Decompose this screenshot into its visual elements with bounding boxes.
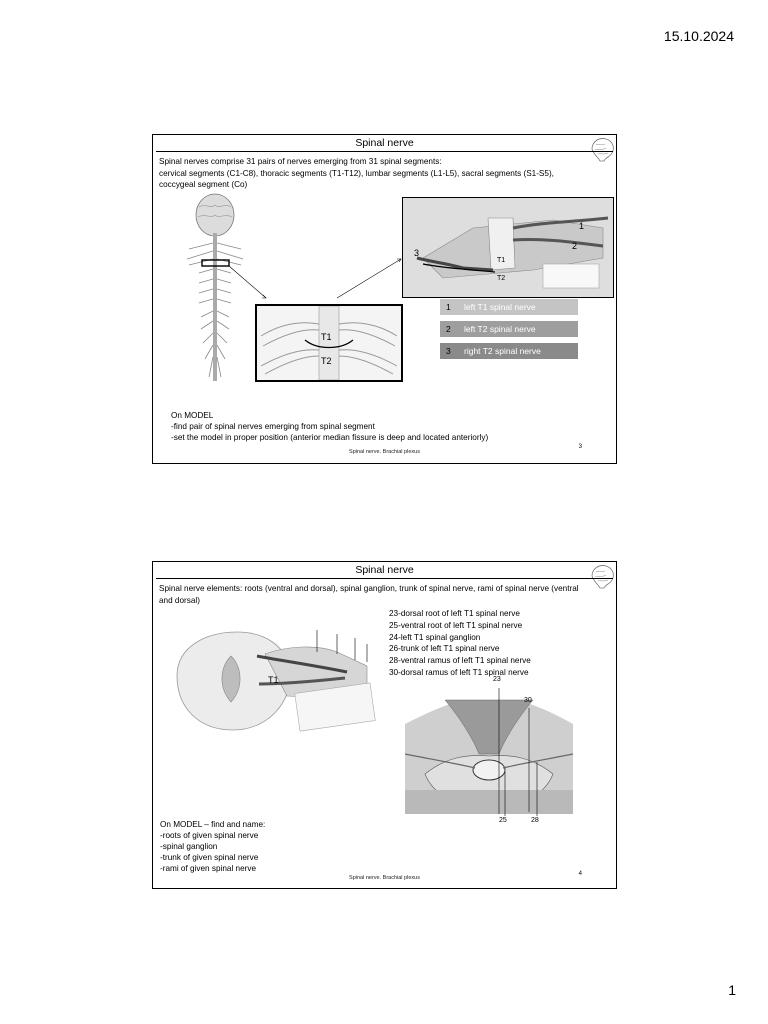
- slide-number: 4: [578, 871, 582, 877]
- structure-item: 30-dorsal ramus of left T1 spinal nerve: [389, 667, 529, 677]
- instructions: [171, 410, 488, 443]
- instructions: [160, 819, 265, 874]
- instruction-line: -roots of given spinal nerve: [160, 831, 259, 840]
- document-date: 15.10.2024: [663, 28, 734, 44]
- legend-text: left T2 spinal nerve: [464, 324, 536, 334]
- slide-footer: Spinal nerve. Brachial plexus: [349, 875, 420, 881]
- legend-number: 2: [446, 324, 451, 334]
- structure-item: 24-left T1 spinal ganglion: [389, 632, 481, 642]
- spinal-model-photo: [402, 197, 614, 298]
- slide-intro: Spinal nerve elements: roots (ventral and dorsal), spinal ganglion, trunk of spinal nerve, rami of spinal nerve (ventral and dorsal): [159, 584, 579, 605]
- photo-label-3: 3: [414, 248, 420, 258]
- instruction-line: On MODEL: [171, 411, 214, 420]
- slide-spinal-nerve-elements: [152, 561, 617, 889]
- zoom-label-t2: T2: [321, 356, 332, 366]
- zoom-label-t1: T1: [321, 332, 332, 342]
- slide-title: Spinal nerve: [355, 564, 414, 576]
- section-label-23: 23: [493, 676, 501, 683]
- slide-footer: Spinal nerve. Brachial plexus: [349, 449, 420, 455]
- model-label-t1: T1: [268, 675, 279, 685]
- legend-item-3: [440, 343, 578, 359]
- instruction-line: -set the model in proper position (anterior median fissure is deep and located anteriorly): [171, 433, 489, 442]
- slide-spinal-nerve-overview: [152, 134, 617, 464]
- instruction-line: -spinal ganglion: [160, 842, 218, 851]
- section-label-28: 28: [531, 817, 539, 824]
- slide-title: Spinal nerve: [355, 137, 414, 149]
- instruction-line: -find pair of spinal nerves emerging from spinal segment: [171, 422, 375, 431]
- legend-text: right T2 spinal nerve: [464, 346, 541, 356]
- intro-line: Spinal nerves comprise 31 pairs of nerves emerging from 31 spinal segments:: [159, 157, 442, 166]
- section-label-30: 30: [524, 697, 532, 704]
- structure-item: 28-ventral ramus of left T1 spinal nerve: [389, 656, 531, 666]
- instruction-line: On MODEL – find and name:: [160, 820, 266, 829]
- structure-item: 23-dorsal root of left T1 spinal nerve: [389, 609, 520, 618]
- photo-label-t1: T1: [497, 257, 506, 264]
- slide-number: 3: [578, 444, 582, 450]
- section-label-25: 25: [499, 817, 507, 824]
- legend-number: 3: [446, 346, 451, 356]
- photo-label-t2: T2: [497, 275, 506, 282]
- page-number: 1: [728, 982, 736, 998]
- legend-text: left T1 spinal nerve: [464, 302, 536, 312]
- legend-item-2: [440, 321, 578, 337]
- legend-number: 1: [446, 302, 451, 312]
- model-photo-drawing: [403, 198, 613, 297]
- photo-label-2: 2: [572, 241, 578, 251]
- legend-item-1: [440, 299, 578, 315]
- instruction-line: -rami of given spinal nerve: [160, 864, 257, 873]
- intro-line: cervical segments (C1-C8), thoracic segments (T1-T12), lumbar segments (L1-L5), sacral segments (S1-S5), coccygeal segment (Co): [159, 168, 554, 189]
- instruction-line: -trunk of given spinal nerve: [160, 853, 259, 862]
- photo-label-1: 1: [579, 221, 585, 231]
- structure-item: 26-trunk of left T1 spinal nerve: [389, 644, 500, 654]
- structure-item: 25-ventral root of left T1 spinal nerve: [389, 620, 523, 630]
